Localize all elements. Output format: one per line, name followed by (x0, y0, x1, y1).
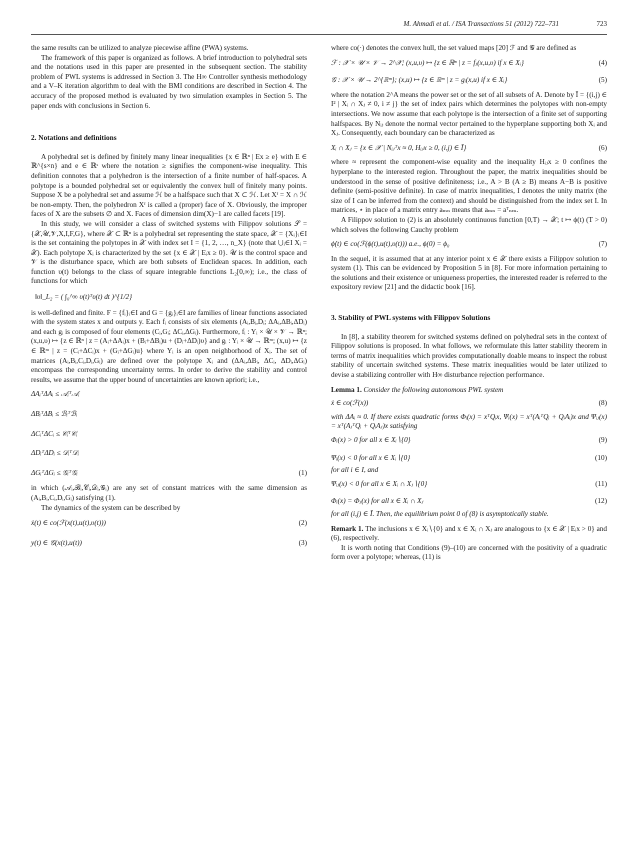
equation-body: ΔDᵢᵀΔDᵢ ≤ 𝒟ᵢᵀ𝒟ᵢ (31, 449, 79, 458)
equation-number: (9) (598, 436, 607, 444)
equation (331, 76, 607, 86)
equation-body: Φᵢ(x) = Φⱼ(x) for all x ∈ Xᵢ ∩ Xⱼ (331, 497, 424, 506)
equation-body: 𝒢 : 𝒳 × 𝒰 → 2^{ℝᵐ}; (x,u) ↦ {z ∈ ℝᵐ | z = gᵢ(x,u) if x ∈ Xᵢ} (331, 76, 508, 85)
equation-body: Φᵢ(x) > 0 for all x ∈ Xᵢ∖{0} (331, 436, 411, 444)
equation (331, 497, 607, 507)
equation (331, 144, 607, 154)
left-column (31, 44, 307, 548)
paragraph: The framework of this paper is organized as follows. A brief introduction to polyhedral sets and the notations used in this paper are presented in the subsequent section. The stability problem of PWL systems is addressed in Section 3. The H∞ Controller synthesis methodology and a V–K iteration algorithm to deal with the BMI conditions are described in Section 4. The accuracy of the proposed method is evaluated by two simulation examples in Section 5. The paper ends with conclusions in Section 6. (31, 53, 307, 110)
equation (331, 436, 607, 446)
section-heading: 3. Stability of PWL systems with Filippov Solutions (331, 313, 491, 323)
equation-body: y(t) ∈ 𝒢(x(t),u(t)) (31, 538, 82, 547)
equation-body: ẋ(t) ∈ co(ℱ(x(t),u(t),υ(t))) (31, 519, 106, 528)
equation-body: Xᵢ ∩ Xⱼ = {x ∈ 𝒳 | Nᵢⱼᵀx ≈ 0, Hᵢⱼx ≥ 0, (i,j) ∈ Ī} (331, 143, 467, 152)
equation-body: ϕ̇(t) ∈ co(ℱ(ϕ(t),u(t),υ(t))) a.e., ϕ(0) = ϕ₀ (331, 240, 450, 249)
paragraph: The dynamics of the system can be described by (41, 503, 181, 512)
equation-number: (2) (298, 519, 307, 528)
right-column (331, 44, 607, 563)
equation (31, 519, 307, 529)
equation-number: (7) (598, 240, 607, 249)
equation-body: ℱ : 𝒳 × 𝒰 × 𝒱 → 2^𝒳; (x,u,υ) ↦ {z ∈ ℝⁿ | z = fⱼ(x,u,υ) if x ∈ Xᵢ} (331, 58, 524, 67)
page-number: 723 (596, 20, 607, 28)
equation-body: Ψᵢ(x) < 0 for all x ∈ Xᵢ∖{0} (331, 453, 411, 462)
lemma-title: Lemma 1. (331, 385, 362, 394)
paragraph: In [8], a stability theorem for switched systems defined on polyhedral sets in the context of Filippov solutions is proposed. In what follows, we reformulate this latter stability theorem in terms of matrix inequalities which provides computationally doable means to inspect the robust stability of uncertain switched systems. These matrix inequalities would be later utilized to devise a stabilizing controller with H∞ disturbance rejection performance. (331, 332, 607, 380)
paragraph: for all (i,j) ∈ Ī. Then, the equilibrium point 0 of (8) is asymptotically stable. (331, 509, 549, 518)
equation (31, 449, 307, 459)
equation-number: (12) (595, 497, 607, 506)
paragraph: In the sequel, it is assumed that at any interior point x ∈ 𝒳 there exists a Filippov solution to system (1). This can be evidenced by Proposition 5 in [8]. For more information pertaining to the solutions and their existence or uniqueness properties, the interested reader is referred to the expository review [21] and the didactic book [16]. (331, 254, 607, 292)
paragraph: for all i ∈ I, and (331, 466, 379, 475)
equation-number: (6) (598, 143, 607, 152)
remark (331, 525, 607, 544)
equation-number: (3) (298, 538, 307, 547)
paragraph: where ≈ represent the component-wise equality and the inequality Hᵢⱼx ≥ 0 confines the hyperplane to the interested region. Throughout the paper, the matrix inequalities should be understood in the sense of positive definiteness; i.e., A > B (A ≥ B) means A−B is positive definite (semi-positive definite). In case of matrix inequalities, I denotes the unity matrix (the size of I can be inferred from the context) and should be distinguished from the index set I. In matrices, ⋆ in place of a matrix entry aₘₙ means that aₘₙ = aᵀₙₘ. (331, 158, 607, 215)
equation (31, 390, 307, 400)
equation (31, 430, 307, 440)
equation (31, 539, 307, 549)
paragraph: where the notation 2^A means the power set or the set of all subsets of A. Denote by Ī = {(i,j) ∈ I² | Xᵢ ∩ Xⱼ ≠ 0, i ≠ j} the set of index pairs which determines the polytopes with non-empty intersections. We now assume that each polytope is the intersection of a finite set of supporting halfspaces. By Nᵢⱼ denote the normal vector pertained to the hyperplane supporting both Xᵢ and Xⱼ. Consequently, each boundary can be characterized as (331, 90, 607, 138)
equation (331, 59, 607, 69)
paragraph: the same results can be utilized to analyze piecewise affine (PWA) systems. (31, 44, 249, 52)
equation (331, 480, 607, 490)
running-header (31, 20, 607, 32)
paragraph: It is worth noting that Conditions (9)–(10) are concerned with the positivity of a quadratic form over a polytope; whereas, (11) is (331, 543, 607, 562)
equation-number: (1) (298, 468, 307, 477)
paragraph: is well-defined and finite. F = {fᵢ}ᵢ∈I and G = {gᵢ}ᵢ∈I are families of linear functions associated with the system states x and outputs y. Each fᵢ consists of six elements (Aᵢ,Bᵢ,Dᵢ; ΔAᵢ,ΔBᵢ,ΔDᵢ) and each gᵢ is composed of four elements (Cᵢ,Gᵢ; ΔCᵢ,ΔGᵢ). Furthermore, fᵢ : Yᵢ × 𝒰 × 𝒱 → ℝⁿ; (x,u,υ) ↦ {z ∈ ℝⁿ | z = (Aᵢ+ΔAᵢ)x + (Bᵢ+ΔBᵢ)u + (Dᵢ+ΔDᵢ)υ} and gᵢ : Yᵢ × 𝒰 → ℝᵐ; (x,u) ↦ {z ∈ ℝᵐ | z = (Cᵢ+ΔCᵢ)x + (Gᵢ+ΔGᵢ)u} where Yᵢ is an open neighborhood of Xᵢ. The set of matrices (Aᵢ,Bᵢ,Cᵢ,Dᵢ,Gᵢ) are defined over the polytope Xᵢ and (ΔAᵢ,ΔBᵢ, ΔCᵢ, ΔDᵢ,ΔGᵢ) encompass the corresponding uncertainty terms. In order to derive the stability and control results, we assume that the upper bound of uncertainties are known apriori; i.e., (31, 308, 307, 384)
journal-citation: M. Ahmadi et al. / ISA Transactions 51 (2012) 722–731 (403, 20, 559, 28)
paragraph: where co(·) denotes the convex hull, the set valued maps [20] ℱ and 𝒢 are defined as (331, 44, 577, 52)
equation (31, 469, 307, 479)
equation-number: (10) (595, 453, 607, 462)
equation-number: (5) (598, 76, 607, 85)
lemma (331, 386, 607, 396)
paragraph: In this study, we will consider a class of switched systems with Filippov solutions 𝒮 = {𝒳,𝒰,𝒱,X,I,F,G}, where 𝒳 ⊂ ℝⁿ is a polyhedral set representing the state space, 𝒳 = {Xᵢ}ᵢ∈I is the set containing the polytopes in 𝒳 with index set I = {1, 2, …, n_X} (note that ⋃ᵢ∈I Xᵢ = 𝒳). Each polytope Xᵢ is characterized by the set {x ∈ 𝒳 | Eᵢx ≥ 0}. 𝒰 is the control space and 𝒱 is the disturbance space, which are both subsets of Euclidean spaces. In addition, each function υ(t) belongs to the class of square integrable functions L₂[0,∞); i.e., the class of functions for which (31, 219, 307, 286)
equation-body: ẋ ∈ co(ℱ(x)) (331, 399, 369, 408)
equation (331, 399, 607, 409)
paragraph: with ΔAᵢ ≈ 0. If there exists quadratic forms Φᵢ(x) = xᵀQᵢx, Ψᵢ(x) = xᵀ(AᵢᵀQᵢ + QᵢAᵢ)x and Ψᵢⱼ(x) = xᵀ(AⱼᵀQᵢ + QᵢAⱼ)x satisfying (331, 412, 607, 431)
header-rule (31, 34, 607, 35)
equation (31, 293, 307, 303)
paragraph: in which (𝒜ᵢ,ℬᵢ,𝒞ᵢ,𝒟ᵢ,𝒢ᵢ) are any set of constant matrices with the same dimension as (Aᵢ,Bᵢ,Cᵢ,Dᵢ,Gᵢ) satisfying (1). (31, 484, 307, 502)
equation (331, 240, 607, 250)
remark-text: The inclusions x ∈ Xᵢ∖{0} and x ∈ Xᵢ ∩ Xⱼ are analogous to {x ∈ 𝒳 | Eᵢx > 0} and (6), respectively. (331, 524, 607, 543)
equation-body: Ψᵢⱼ(x) < 0 for all x ∈ Xᵢ ∩ Xⱼ∖{0} (331, 479, 428, 488)
equation-number: (8) (598, 399, 607, 408)
equation-number: (11) (595, 479, 607, 488)
equation-body: ‖υ‖_L₂ = ( ∫₀^∞ υ(t)ᵀυ(t) dt )^{1/2} (35, 293, 132, 302)
remark-title: Remark 1. (331, 524, 364, 533)
equation-body: ΔCᵢᵀΔCᵢ ≤ 𝒞ᵢᵀ𝒞ᵢ (31, 429, 78, 438)
equation (31, 410, 307, 420)
equation (331, 454, 607, 464)
equation-body: ΔGᵢᵀΔGᵢ ≤ 𝒢ᵢᵀ𝒢ᵢ (31, 468, 78, 477)
paragraph: A Filippov solution to (2) is an absolutely continuous function [0,T) → 𝒳; t ↦ ϕ(t) (T > 0) which solves the following Cauchy problem (331, 215, 607, 234)
equation-number: (4) (598, 58, 607, 67)
paragraph: A polyhedral set is defined by finitely many linear inequalities {x ∈ ℝⁿ | Ex ≥ e} with E ∈ ℝ^{s×n} and e ∈ ℝˢ where the notation ≥ signifies the component-wise inequality. This definition connotes that a polyhedron is the intersection of a finite number of half-spaces. A polytope is a bounded polyhedral set or equivalently the convex hull of finitely many points. Suppose X be a polyhedral set and assume ℋ be a halfspace such that X ⊂ ℋ. Let Xᶠ = X ∩ ℋ be non-empty. Then, the polyhedron Xᶠ is called a (proper) face of X. Obviously, the improper faces of X are the subsets ∅ and X. Faces of dimension dim(X)−1 are called facets [19]. (31, 152, 307, 219)
equation-body: ΔBᵢᵀΔBᵢ ≤ ℬᵢᵀℬᵢ (31, 410, 78, 418)
lemma-text: Consider the following autonomous PWL system (363, 385, 504, 394)
equation-body: ΔAᵢᵀΔAᵢ ≤ 𝒜ᵢᵀ𝒜ᵢ (31, 390, 80, 399)
section-heading: 2. Notations and definitions (31, 133, 117, 143)
